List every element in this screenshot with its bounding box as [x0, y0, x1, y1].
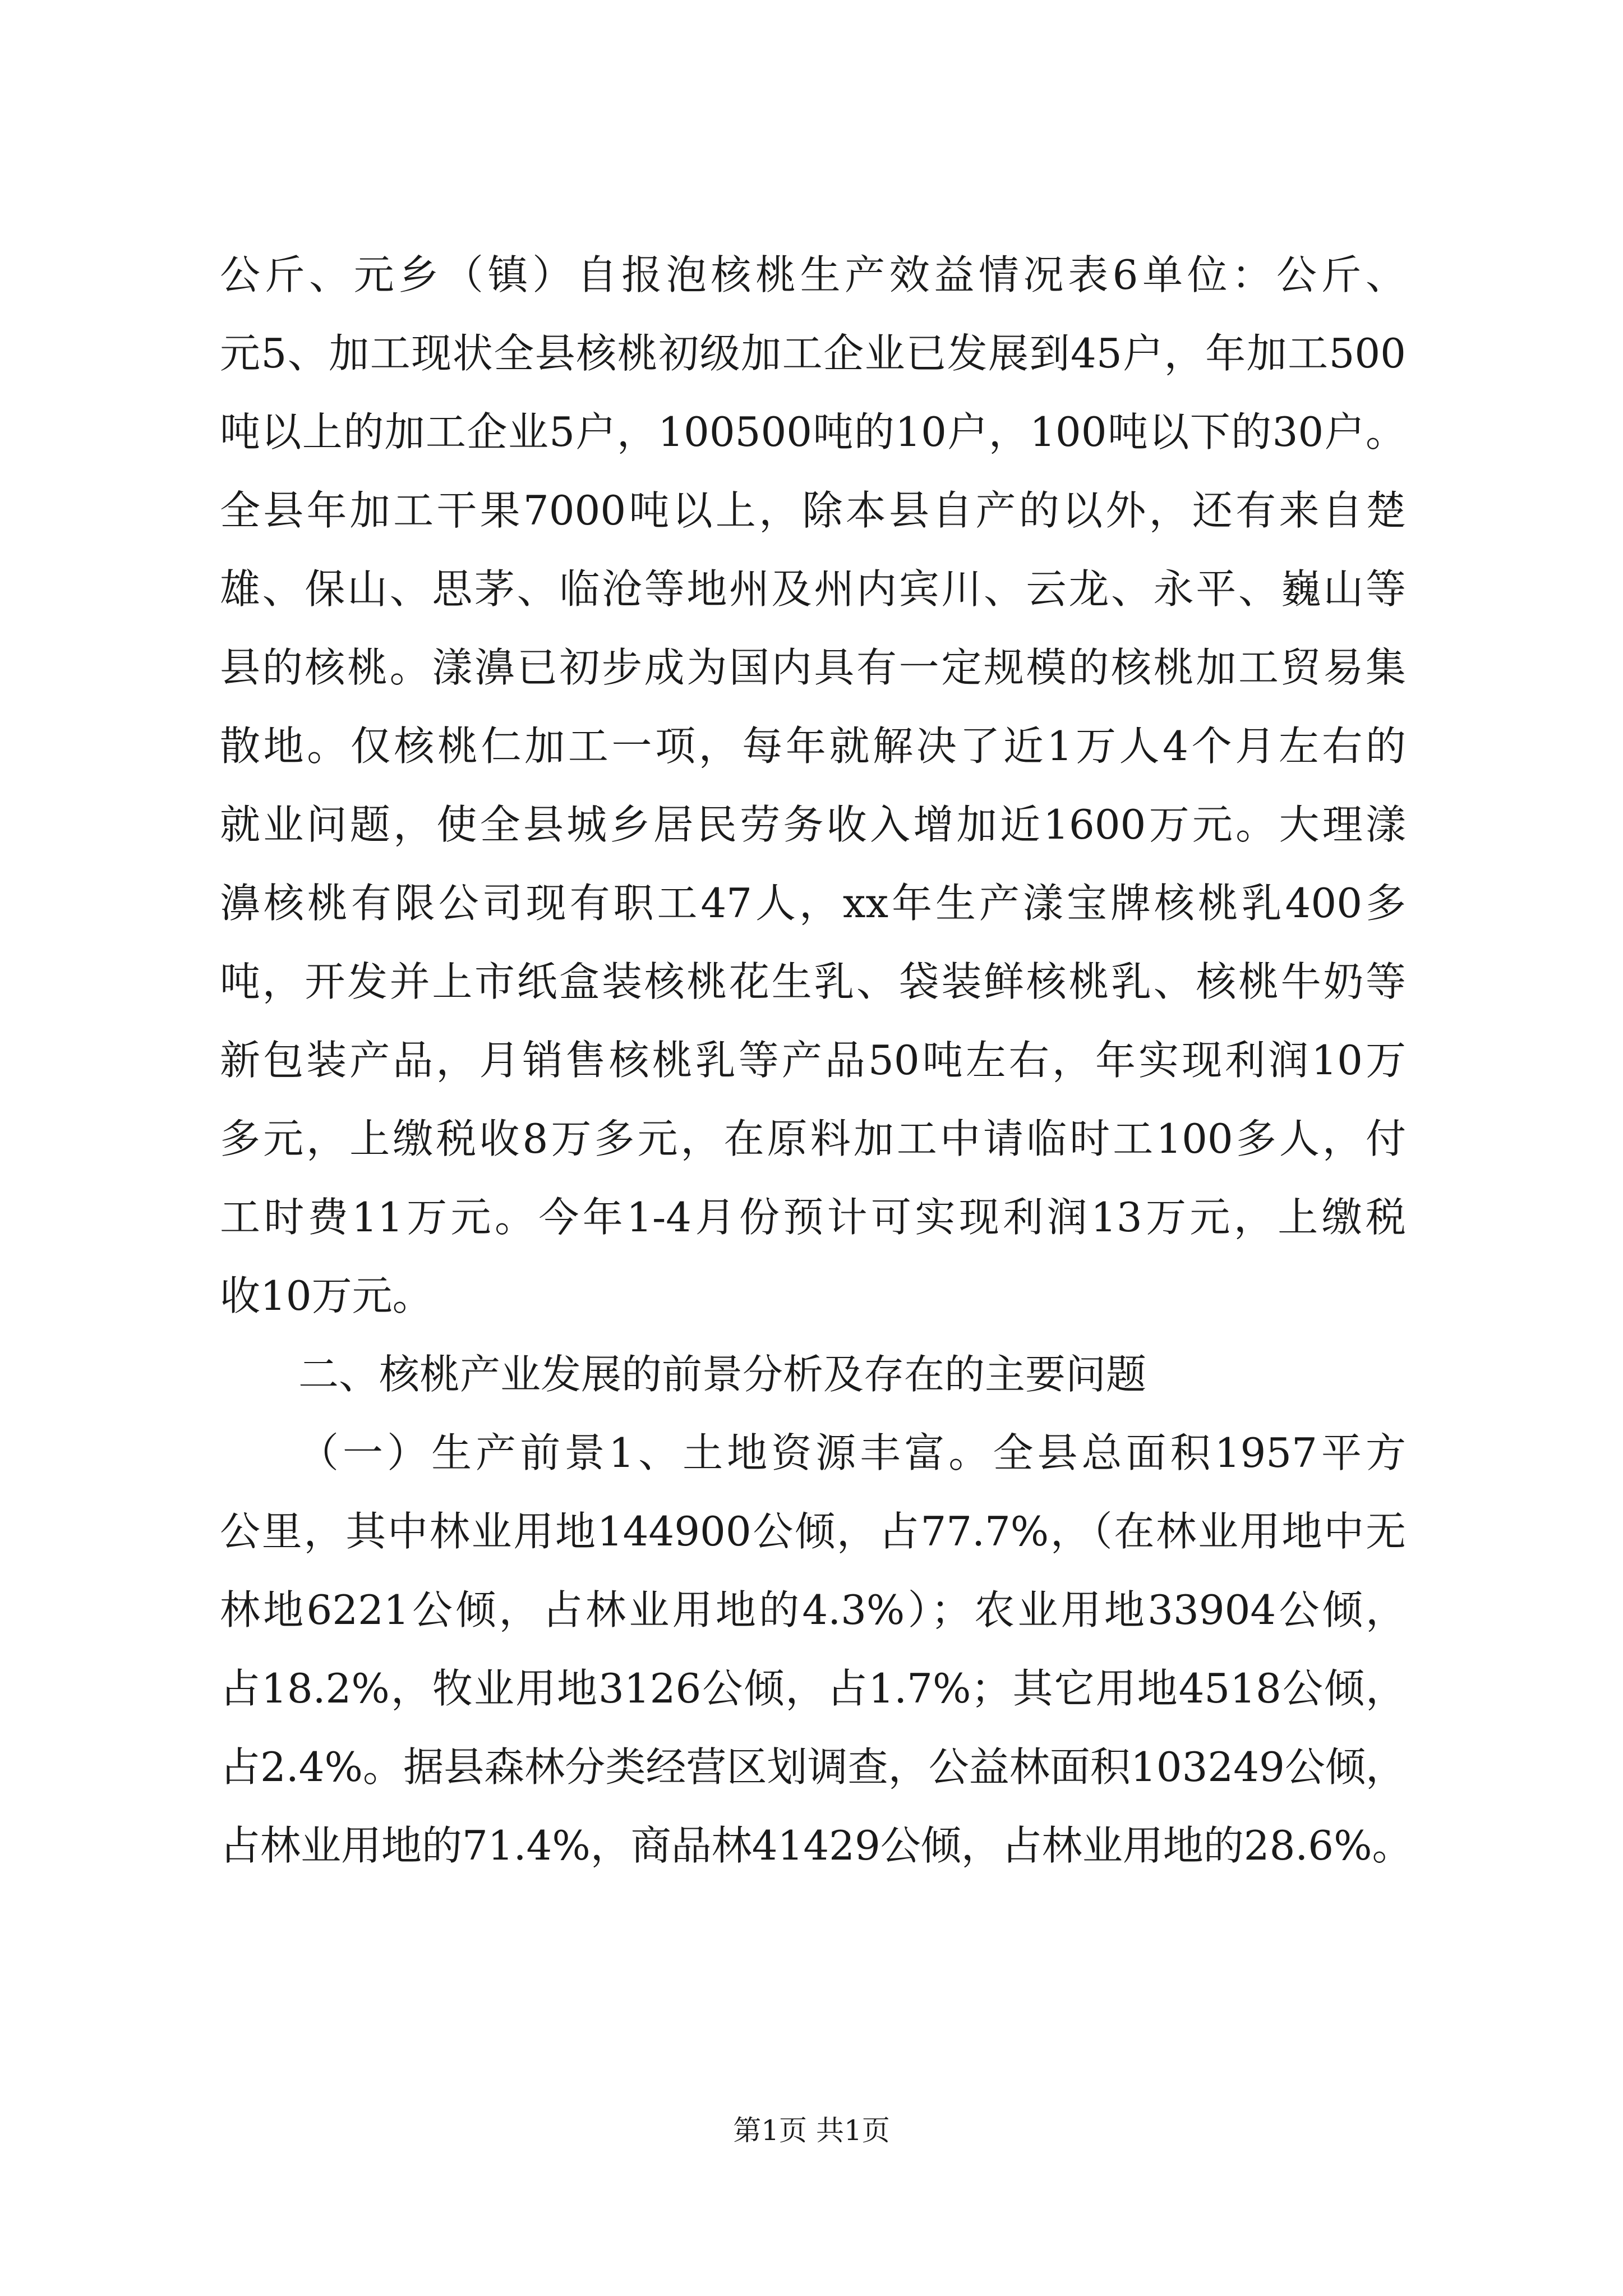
- text-line: 县的核桃。漾濞已初步成为国内具有一定规模的核桃加工贸易集: [220, 644, 1406, 691]
- text-line: 占林业用地的71.4%，商品林41429公倾，占林业用地的28.6%。: [220, 1822, 1413, 1869]
- page-footer: 第1页 共1页: [733, 2114, 890, 2147]
- text-line: 散地。仅核桃仁加工一项，每年就解决了近1万人4个月左右的: [220, 723, 1406, 770]
- text-line: 公里，其中林业用地144900公倾，占77.7%，（在林业用地中无: [220, 1508, 1406, 1555]
- text-line: 元5、加工现状全县核桃初级加工企业已发展到45户，年加工500: [220, 330, 1406, 377]
- text-line: 就业问题，使全县城乡居民劳务收入增加近1600万元。大理漾: [220, 801, 1406, 848]
- text-line: 吨，开发并上市纸盒装核桃花生乳、袋装鲜核桃乳、核桃牛奶等: [220, 958, 1406, 1005]
- section-heading: 二、核桃产业发展的前景分析及存在的主要问题: [298, 1351, 1147, 1398]
- text-line: 雄、保山、思茅、临沧等地州及州内宾川、云龙、永平、巍山等: [220, 565, 1406, 613]
- text-line: 林地6221公倾，占林业用地的4.3%）；农业用地33904公倾，: [220, 1586, 1406, 1634]
- text-line: 新包装产品，月销售核桃乳等产品50吨左右，年实现利润10万: [220, 1037, 1406, 1084]
- text-line: 工时费11万元。今年1-4月份预计可实现利润13万元，上缴税: [220, 1194, 1406, 1241]
- text-line: 吨以上的加工企业5户，100500吨的10户，100吨以下的30户。: [220, 408, 1406, 455]
- text-line: 占2.4%。据县森林分类经营区划调查，公益林面积103249公倾，: [220, 1743, 1406, 1791]
- text-line: 占18.2%，牧业用地3126公倾，占1.7%；其它用地4518公倾，: [220, 1665, 1406, 1712]
- text-line: 全县年加工干果7000吨以上，除本县自产的以外，还有来自楚: [220, 487, 1406, 534]
- text-line: 多元，上缴税收8万多元，在原料加工中请临时工100多人，付: [220, 1115, 1406, 1162]
- text-line: （一）生产前景1、土地资源丰富。全县总面积1957平方: [298, 1429, 1406, 1476]
- text-line: 濞核桃有限公司现有职工47人，xx年生产漾宝牌核桃乳400多: [220, 880, 1406, 927]
- text-line: 公斤、元乡（镇）自报泡核桃生产效益情况表6单位：公斤、: [220, 251, 1406, 298]
- text-line: 收10万元。: [220, 1272, 433, 1319]
